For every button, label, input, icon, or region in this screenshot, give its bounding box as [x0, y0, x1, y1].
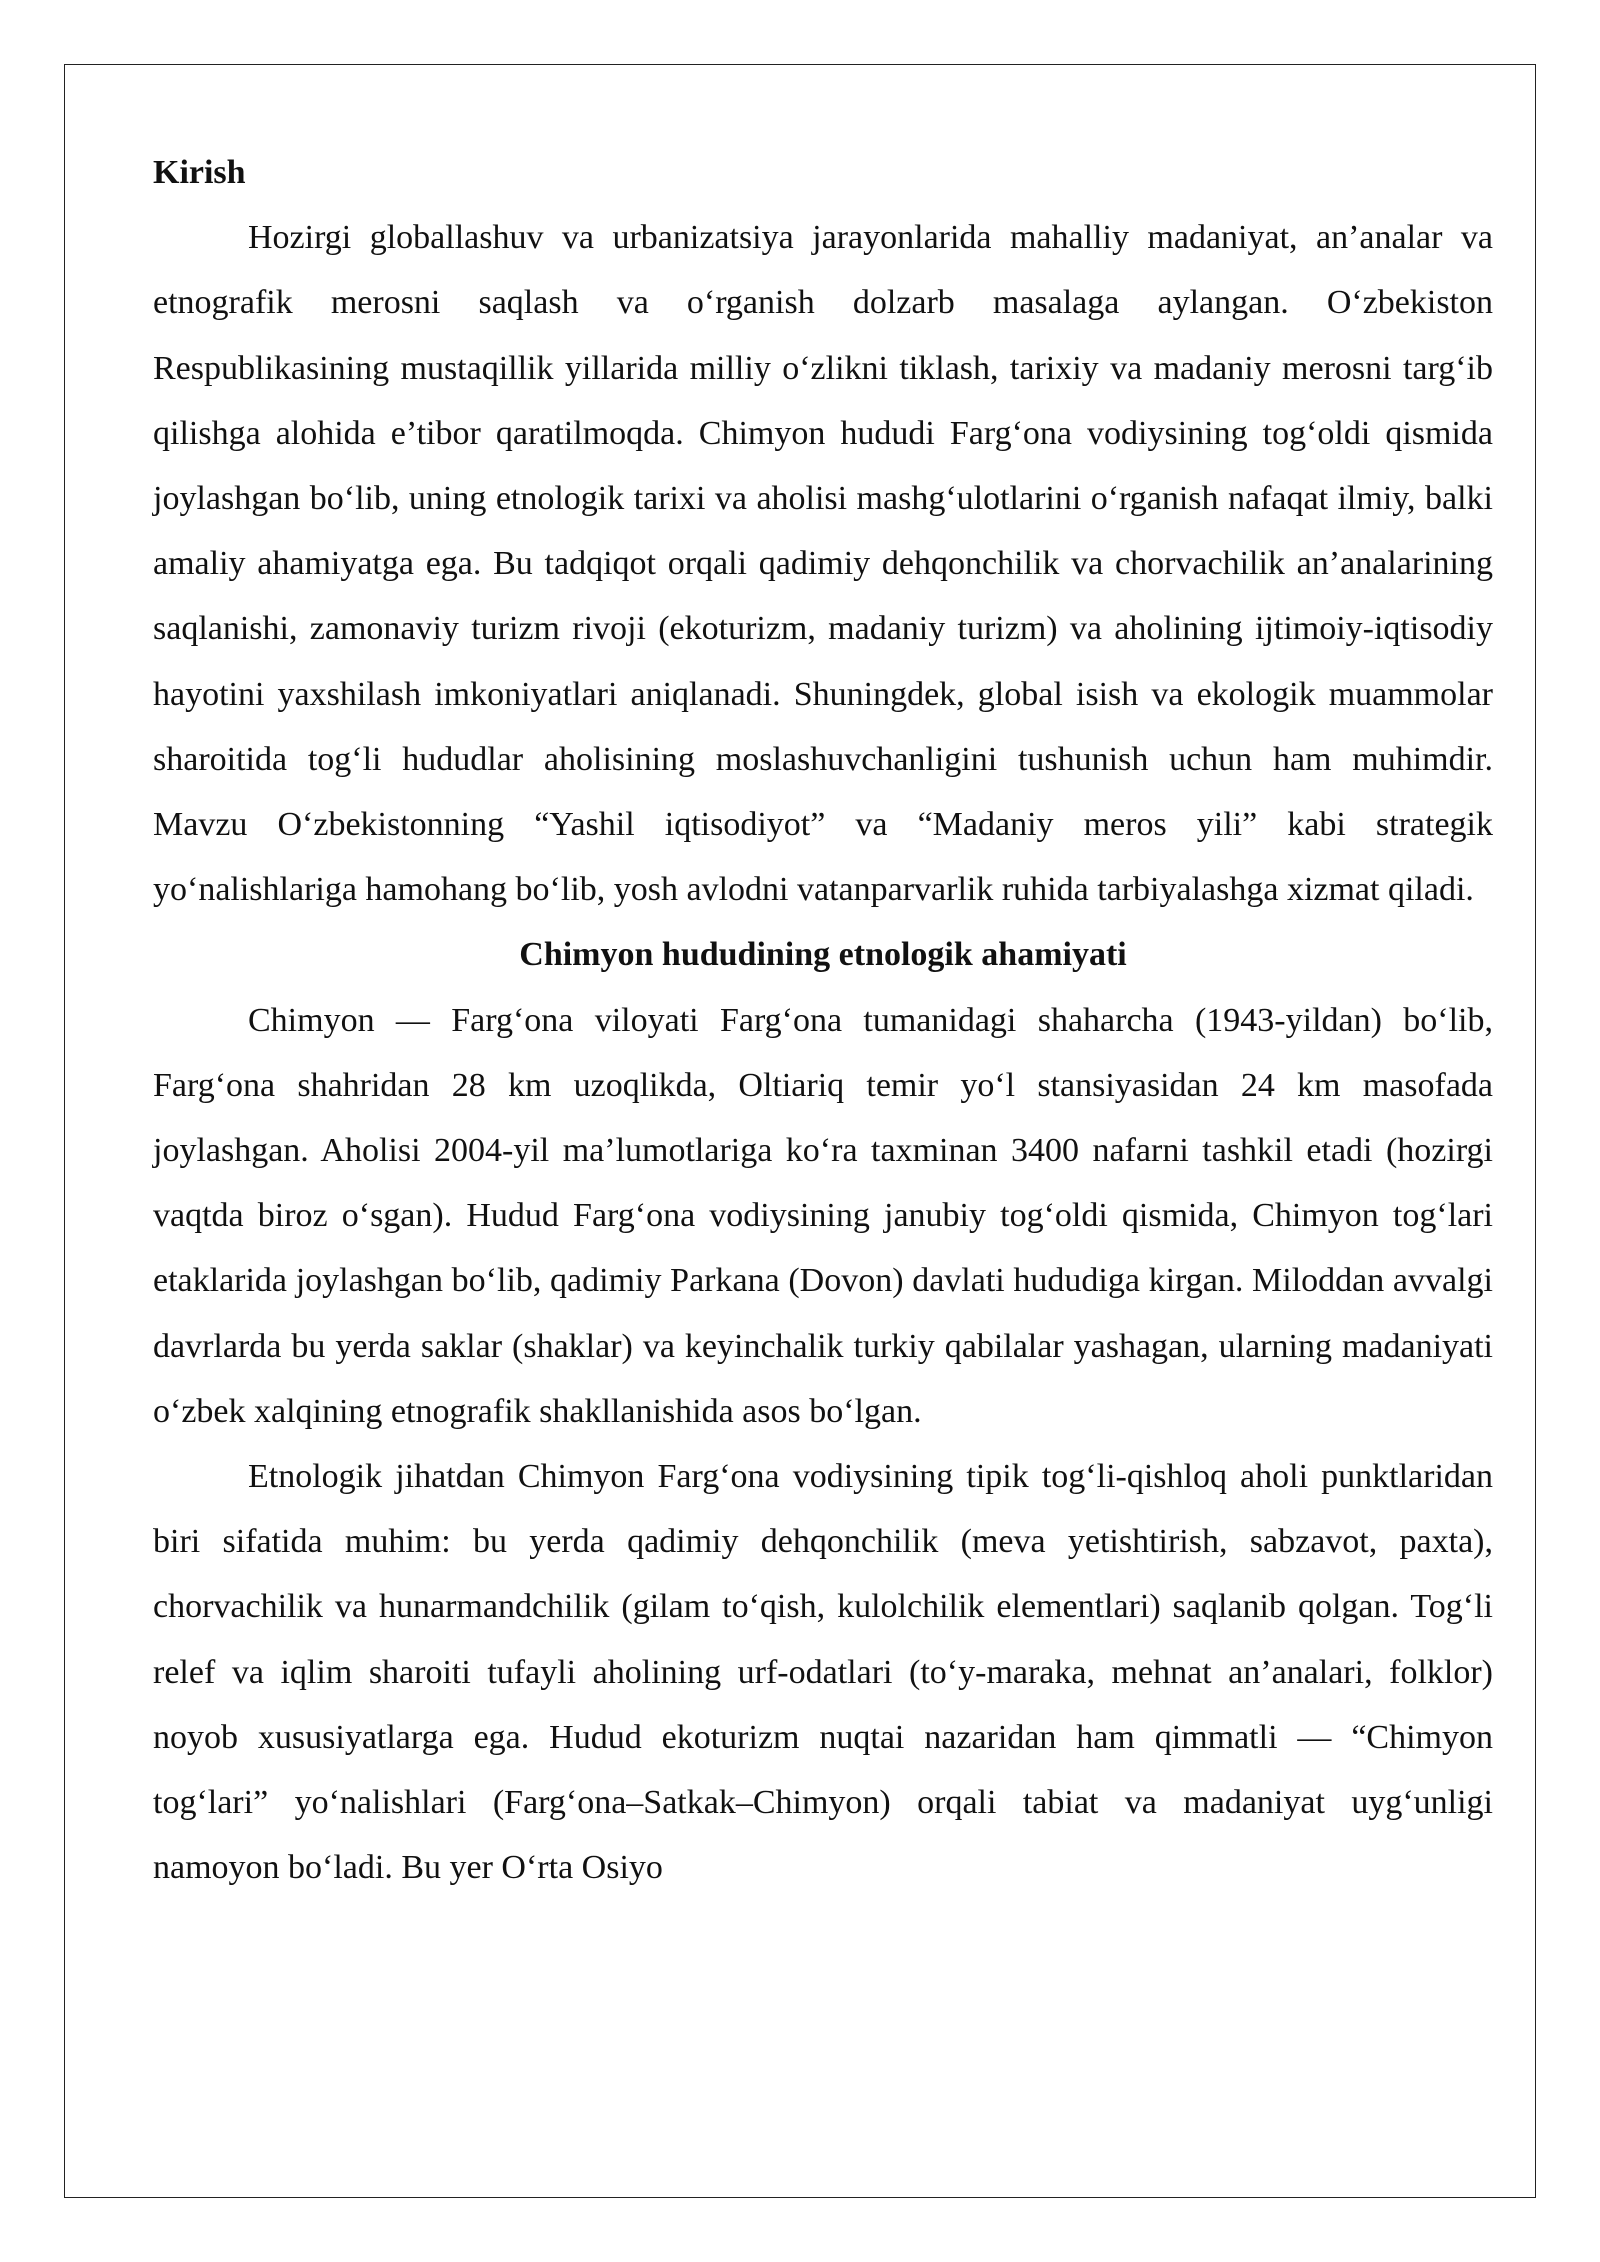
document-body: [153, 140, 1493, 1900]
intro-heading: Kirish: [153, 154, 246, 191]
section-paragraph-1: Chimyon — Farg‘ona viloyati Farg‘ona tumanidagi shaharcha (1943-yildan) bo‘lib, Farg‘ona shahridan 28 km uzoqlikda, Oltiariq temir yo‘l stansiyasidan 24 km masofada joylashgan. Aholisi 2004-yil ma’lumotlariga ko‘ra taxminan 3400 nafarni tashkil etadi (hozirgi vaqtda biroz o‘sgan). Hudud Farg‘ona vodiysining janubiy tog‘oldi qismida, Chimyon tog‘lari etaklarida joylashgan bo‘lib, qadimiy Parkana (Dovon) davlati hududiga kirgan. Miloddan avvalgi davrlarda bu yerda saklar (shaklar) va keyinchalik turkiy qabilalar yashagan, ularning madaniyati o‘zbek xalqining etnografik shakllanishida asos bo‘lgan.: [153, 1001, 1493, 1430]
section-heading: Chimyon hududining etnologik ahamiyati: [519, 936, 1127, 974]
intro-paragraph: Hozirgi globallashuv va urbanizatsiya jarayonlarida mahalliy madaniyat, an’analar va etnografik merosni saqlash va o‘rganish dolzarb masalaga aylangan. O‘zbekiston Respublikasining mustaqillik yillarida milliy o‘zlikni tiklash, tarixiy va madaniy merosni targ‘ib qilishga alohida e’tibor qaratilmoqda. Chimyon hududi Farg‘ona vodiysining tog‘oldi qismida joylashgan bo‘lib, uning etnologik tarixi va aholisi mashg‘ulotlarini o‘rganish nafaqat ilmiy, balki amaliy ahamiyatga ega. Bu tadqiqot orqali qadimiy dehqonchilik va chorvachilik an’analarining saqlanishi, zamonaviy turizm rivoji (ekoturizm, madaniy turizm) va aholining ijtimoiy-iqtisodiy hayotini yaxshilash imkoniyatlari aniqlanadi. Shuningdek, global isish va ekologik muammolar sharoitida tog‘li hududlar aholisining moslashuvchanligini tushunish uchun ham muhimdir. Mavzu O‘zbekistonning “Yashil iqtisodiyot” va “Madaniy meros yili” kabi strategik yo‘nalishlariga hamohang bo‘lib, yosh avlodni vatanparvarlik ruhida tarbiyalashga xizmat qiladi.: [153, 219, 1493, 909]
section-paragraph-2: Etnologik jihatdan Chimyon Farg‘ona vodiysining tipik tog‘li-qishloq aholi punktlaridan biri sifatida muhim: bu yerda qadimiy dehqonchilik (meva yetishtirish, sabzavot, paxta), chorvachilik va hunarmandchilik (gilam to‘qish, kulolchilik elementlari) saqlanib qolgan. Tog‘li relef va iqlim sharoiti tufayli aholining urf-odatlari (to‘y-maraka, mehnat an’analari, folklor) noyob xususiyatlarga ega. Hudud ekoturizm nuqtai nazaridan ham qimmatli — “Chimyon tog‘lari” yo‘nalishlari (Farg‘ona–Satkak–Chimyon) orqali tabiat va madaniyat uyg‘unligi namoyon bo‘ladi. Bu yer O‘rta Osiyo: [153, 1458, 1493, 1887]
